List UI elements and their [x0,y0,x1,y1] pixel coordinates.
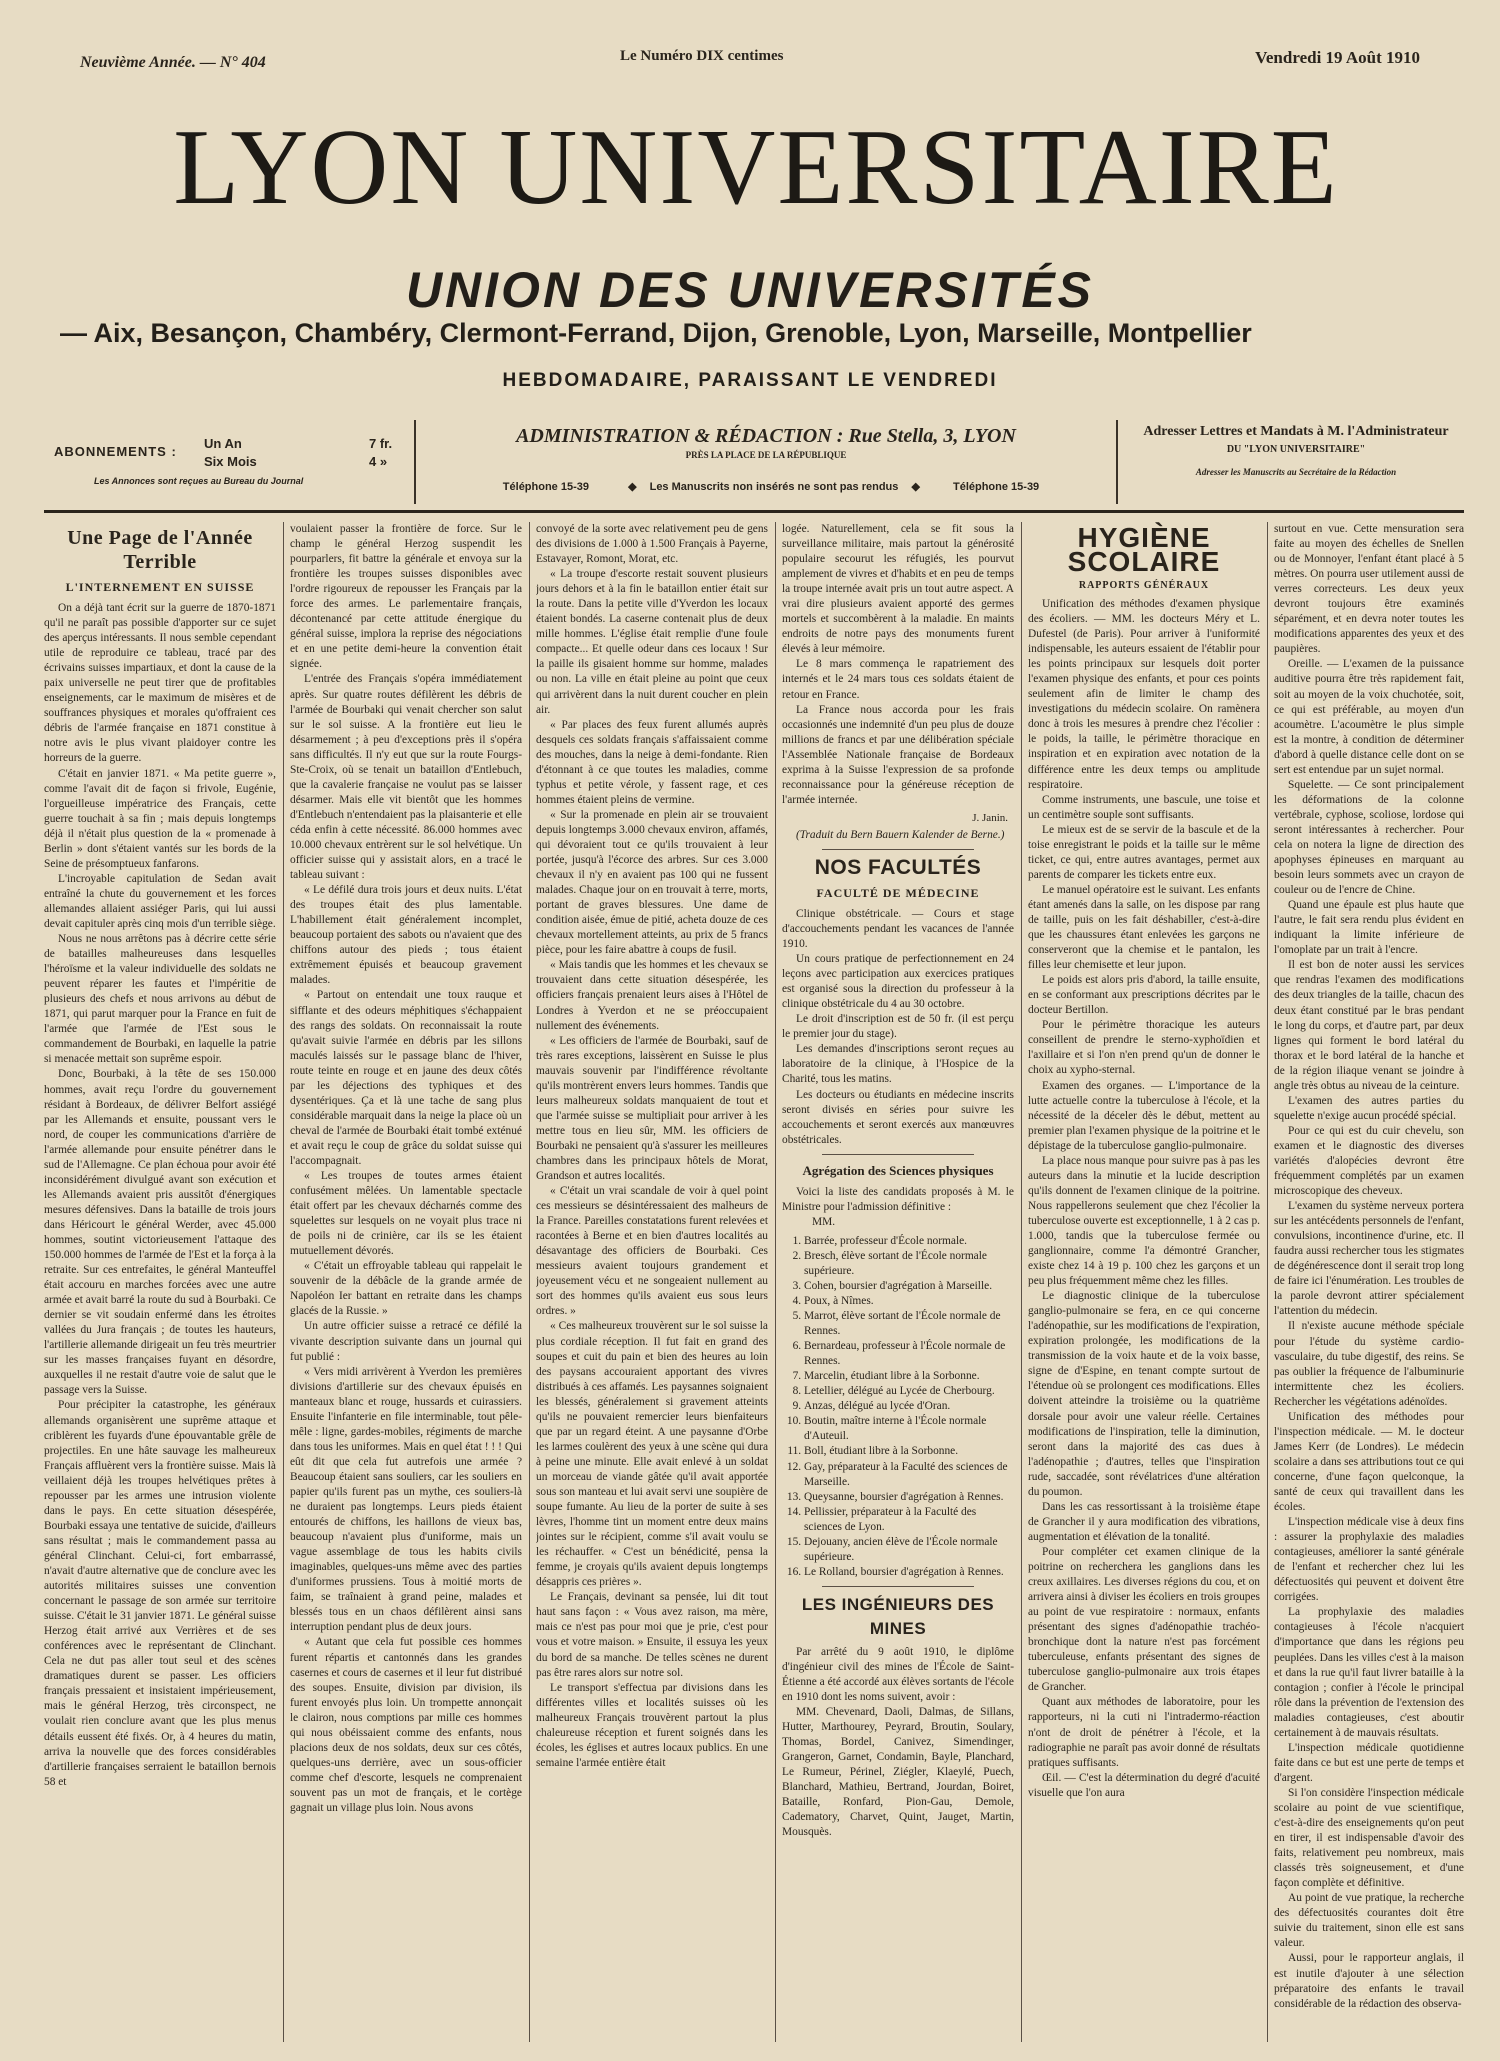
paragraph: Dans les cas ressortissant à la troisième étape de Grancher il y aura modification des vibrations, augmentation et élévation de la tonalité. [1028,1500,1260,1543]
paragraph: Unification des méthodes pour l'inspection médicale. — M. le docteur James Kerr (de Londres). Le médecin scolaire a dans ses attributions tout ce qui concerne, d'une façon quelconque, la santé de ceux qui travaillent dans les écoles. [1274,1410,1464,1514]
candidate-item: 6. Bernardeau, professeur à l'École normale de Rennes. [804,1339,1014,1369]
paragraph: Les demandes d'inscriptions seront reçues au laboratoire de la clinique, à l'Hospice de la Charité, tous les matins. [782,1043,1014,1086]
paragraph: Le diagnostic clinique de la tuberculose ganglio-pulmonaire se fera, en ce qui concerne l'adénopathie, sur les modifications de l'expiration, expiration prolongée, les modifications de la transmission de la voix haute et de la voix basse, signe de d'Espine, en tenant compte surtout de l'étendue où se prolongent ces modifications. Elles doivent atteindre la troisième ou la quatrième dorsale pour avoir une valeur réelle. Certaines modifications de l'inspiration, telle la diminution, seront dans la majorité des cas dues à l'adénopathie ; d'autres, telles que l'inspiration rude, saccadée, sont révélatrices d'une altération du poumon. [1028,1290,1260,1498]
paragraph: La prophylaxie des maladies contagieuses à l'école n'acquiert d'importance que dans les régions peu peuplées. Dans les villes c'est à la maison et dans la rue qu'il faut livrer bataille à la contagion ; confier à l'école le principal rôle dans la prévention de l'extension des maladies contagieuses, c'est aboutir certainement à de mauvais résultats. [1274,1606,1464,1739]
column-3 [536,522,768,2042]
article-columns [44,522,1464,2042]
paragraph: « Ces malheureux trouvèrent sur le sol suisse la plus cordiale réception. Il fut fait en grand des soupes et cuit du pain et bien des heures au loin des paysans accouraient apportant des vivres distribués à ces affamés. Les paysannes soignaient les blessés, généralement si gravement atteints qu'ils ne pouvaient remercier leurs bienfaiteurs que par un regard éteint. A une paysanne d'Orbe les larmes coulèrent des yeux à une scène qui dura à peine une minute. Elle avait enlevé à un soldat un morceau de viande gâtée qu'il avait apportée sous son manteau et lui avait servi une soupière de soupe fumante. Au lieu de la porter de suite à ses lèvres, l'homme tint un moment entre deux mains jointes sur le récipient, comme s'il avait voulu se les réchauffer. « C'est un bénédicité, pensa la femme, je croyais qu'ils avaient depuis longtemps désappris ces prières ». [536,1320,768,1589]
candidate-item: 4. Poux, à Nîmes. [804,1294,1014,1309]
paragraph: Le mieux est de se servir de la bascule et de la toise enregistrant le poids et la taille sur le même ticket, ce qui, entre autres avantages, permet aux parents de comparer les tickets entre eux. [1028,823,1260,881]
plan-one-year-price: 7 fr. [369,436,393,451]
candidate-item: 8. Letellier, délégué au Lycée de Cherbourg. [804,1384,1014,1399]
paragraph: Examen des organes. — L'importance de la lutte actuelle contre la tuberculose à l'école, et la nécessité de la déceler dès le début, mettent au premier plan l'examen physique de la poitrine et le dépistage de la tuberculose ganglio-pulmonaire. [1028,1079,1260,1152]
column-6 [1274,522,1464,2042]
section-divider [822,1586,974,1587]
candidate-item: 5. Marrot, élève sortant de l'École normale de Rennes. [804,1309,1014,1339]
paragraph: La place nous manque pour suivre pas à pas les auteurs dans la minutie et la lucide description qu'ils donnent de l'examen clinique de la poitrine. Nous rappellerons seulement que chez l'écolier la tuberculose ouverte est exceptionnelle, 1 à 2 cas p. 1.000, tandis que la tuberculose fermée ou ganglionnaire, comme l'a démontré Grancher, existe chez 14 à 19 p. 100 chez les garçons et un peu plus fréquemment même chez les filles. [1028,1154,1260,1288]
column-rule [529,522,530,2042]
address-title: Adresser Lettres et Mandats à M. l'Administrateur [1143,424,1449,439]
paragraph: Donc, Bourbaki, à la tête de ses 150.000 hommes, avait reçu l'ordre du gouvernement résidant à Bordeaux, de délivrer Belfort assiégé par les Allemands et ensuite, poussant vers le nord, de couper les communications d'arrière de l'armée allemande pour ensuite pénétrer dans le sud de l'Allemagne. Ce plan échoua pour avoir été inconsidérément divulgué avant son exécution et les Allemands avaient pris aussitôt d'énergiques mesures défensives. Dans la bataille de trois jours dans Héricourt le général Werder, avec 45.000 hommes, soutint victorieusement l'attaque des 150.000 hommes de l'armée de l'Est et la força à la retraite. Sur ces entrefaites, le général Manteuffel était accouru en marches forcées avec une autre armée et avait barré la route du sud à Bourbaki. Ce dernier se vit soudain enfermé dans les étroites vallées du Jura français ; de toutes les hauteurs, l'artillerie allemande dirigeait un feu très meurtrier sur les masses françaises fuyant en désordre, auxquelles il ne restait d'autre voie de salut que le passage vers la Suisse. [44,1068,276,1397]
phone-number-left: Téléphone 15-39 [502,481,589,493]
paragraph: Voici la liste des candidats proposés à M. le Ministre pour l'admission définitive : [782,1185,1014,1213]
paragraph: Si l'on considère l'inspection médicale scolaire au point de vue scientifique, c'est-à-dire des enseignements qu'on peut en tirer, il est indispensable d'avoir des faits, relativement peu nombreux, mais classés très soigneusement, et d'une façon complète et définitive. [1274,1786,1464,1890]
column-2 [290,522,522,2042]
paragraph: Quant aux méthodes de laboratoire, pour les rapporteurs, ni la cuti ni l'intradermo-réaction n'ont de droit de pénétrer à l'école, et la radiographie ne paraît pas avoir donné de résultats pratiques suffisants. [1028,1696,1260,1769]
section-subtitle: RAPPORTS GÉNÉRAUX [1078,580,1210,591]
candidate-item: 13. Queysanne, boursier d'agrégation à Rennes. [804,1490,1014,1505]
paragraph: On a déjà tant écrit sur la guerre de 1870-1871 qu'il ne paraît pas possible d'apporter sur ce sujet des aperçus intéressants. Il nous semble cependant utile de reproduire ce tableau, tracé par des écrivains suisses impartiaux, et dont la cause de la paix universelle ne peut tirer que de profitables enseignements, car le maximum de misères et de souffrances physiques et morales qu'offraient ces débris de l'armée française en 1871 constitue à notre avis le plus vivant plaidoyer contre les horreurs de la guerre. [44,602,276,765]
paragraph: L'examen des autres parties du squelette n'exige aucun procédé spécial. [1274,1094,1464,1122]
bullet-icon: ◆ [628,481,637,493]
paragraph: Le transport s'effectua par divisions dans les différentes villes et localités suisses où les malheureux Français trouvèrent partout la plus chaleureuse réception et furent soignés dans les écoles, les églises et autres locaux publics. En une semaine l'armée entière était [536,1681,768,1769]
paragraph: Unification des méthodes d'examen physique des écoliers. — MM. les docteurs Méry et L. Dufestel (de Paris). Pour arriver à l'uniformité indispensable, les auteurs essaient de l'établir pour les points principaux sur lesquels doit porter l'examen physique des enfants, et pour ces points seulement afin de limiter le champ des investigations du médecin scolaire. On ramènera donc à trois les mesures à prendre chez l'écolier : le poids, la taille, le périmètre thoracique en inspiration et en expiration avec notation de la différence entre les deux temps ou amplitude respiratoire. [1028,598,1260,791]
paragraph: L'examen du système nerveux portera sur les antécédents personnels de l'enfant, convulsions, incontinence d'urine, etc. Il faudra aussi rechercher tous les stigmates de dégénérescence dont il serait trop long de faire ici l'énumération. Les troubles de la parole devront attirer spécialement l'attention du médecin. [1274,1200,1464,1318]
paragraph: convoyé de la sorte avec relativement peu de gens des divisions de 1.000 à 1.500 Français à Payerne, Estavayer, Romont, Morat, etc. [536,523,768,566]
paragraph: Le droit d'inscription est de 50 fr. (il est perçu le premier jour du stage). [782,1013,1014,1041]
paragraph: La France nous accorda pour les frais occasionnés une indemnité d'un peu plus de douze millions de francs et par une délibération spéciale l'Assemblée Nationale française de Bordeaux exprima à la Suisse l'expression de sa profonde reconnaissance pour la généreuse réception de l'armée internée. [782,703,1014,806]
candidate-item: 12. Gay, préparateur à la Faculté des sciences de Marseille. [804,1460,1014,1490]
paragraph: Pour compléter cet examen clinique de la poitrine on recherchera les ganglions dans les creux axillaires. Les diverses régions du cou, et on arrivera ainsi à diviser les écoliers en trois groupes au point de vue respiratoire : normaux, enfants présentant des signes d'adénopathie trachéo-bronchique dont la nature n'est pas forcément tuberculeuse, enfants présentant des signes de tuberculose ganglio-pulmonaire aux trois étapes de Grancher. [1028,1545,1260,1694]
address-subtitle: DU "LYON UNIVERSITAIRE" [1226,444,1366,455]
paragraph: Un cours pratique de perfectionnement en 24 leçons avec participation aux exercices pratiques est organisé sous la direction du professeur à la clinique obstétricale du 4 au 30 octobre. [782,953,1014,1011]
paragraph: Le 8 mars commença le rapatriement des internés et le 24 mars tous ces soldats étaient de retour en France. [782,658,1014,701]
paragraph: logée. Naturellement, cela se fit sous la surveillance militaire, mais partout la générosité populaire secourut les réfugiés, les pourvut amplement de vivres et d'habits et en peu de temps la troupe internée avait pris un tout autre aspect. A vrai dire plusieurs avaient apporté des germes mortels et succombèrent à la maladie. En maints endroits de notre pays des monuments furent élevés à leur mémoire. [782,523,1014,656]
column-rule [775,522,776,2042]
candidate-item: 9. Anzas, délégué au lycée d'Oran. [804,1399,1014,1414]
paragraph: Il est bon de noter aussi les services que rendras l'examen des modifications des deux triangles de la taille, chacun des deux étant constitué par le bras pendant le long du corps, et d'autre part, par deux lignes qui forment le bord latéral du thorax et le bord latéral de la hanche et de la région iliaque venant se joindre à angle très obtus au niveau de la ceinture. [1274,959,1464,1092]
paragraph: Nous ne nous arrêtons pas à décrire cette série de batailles malheureuses dans lesquelles l'héroïsme et la valeur individuelle des soldats ne peuvent réparer les fautes et l'impéritie de plusieurs des chefs et nous arrivons au début de 1871, qui parut marquer pour la France en fuit de l'armée que l'armée de l'Est sous le commandement de Bourbaki, en laquelle la patrie si menacée mettait son suprême espoir. [44,933,276,1066]
column-rule [1021,522,1022,2042]
paragraph: L'inspection médicale quotidienne faite dans ce but est une perte de temps et d'argent. [1274,1741,1464,1784]
edition-number: Neuvième Année. — N° 404 [80,54,266,71]
paragraph: « Le défilé dura trois jours et deux nuits. L'état des troupes était des plus lamentable. L'habillement était généralement incomplet, beaucoup portaient des sabots ou n'avaient que des chiffons autour des pieds ; tous étaient extrêmement épuisés et beaucoup gravement malades. [290,884,522,987]
paragraph: Pour le périmètre thoracique les auteurs conseillent de prendre le sterno-xyphoïdien et l'axillaire et si l'on n'en prend qu'un de donner le choix au xypho-sternal. [1028,1019,1260,1077]
subscriptions-label: ABONNEMENTS : [54,444,177,459]
section-title-facultes: NOS FACULTÉS [814,855,982,879]
candidate-item: 14. Pellissier, préparateur à la Faculté des sciences de Lyon. [804,1505,1014,1535]
column-rule [283,522,284,2042]
paragraph: Comme instruments, une bascule, une toise et un centimètre souple sont suffisants. [1028,793,1260,821]
plan-six-months-price: 4 » [369,454,388,469]
section-title-agregation: Agrégation des Sciences physiques [802,1162,994,1178]
candidate-list [782,1234,1014,1580]
manuscripts-note: Les Manuscrits non insérés ne sont pas rendus [649,481,899,493]
paragraph: Oreille. — L'examen de la puissance auditive pourra être très rapidement fait, soit au moyen de la voix chuchotée, soit, ce qui est préférable, au moyen d'un acoumètre. L'acoumètre le plus simple est la montre, à condition de déterminer d'abord à quelle distance celle dont on se sert est entendue par un sujet normal. [1274,658,1464,776]
phone-number-right: Téléphone 15-39 [952,481,1040,493]
section-divider [822,1154,974,1155]
paragraph: C'était en janvier 1871. « Ma petite guerre », comme l'avait dit de façon si frivole, Eugénie, l'orgueilleuse impératrice des Français, cette guerre touchait à sa fin ; mais depuis longtemps déjà il n'était plus question de la « promenade à Berlin » dont s'étaient vantés sur les bords de la Seine de présomptueux fanfarons. [44,767,276,870]
paragraph: L'entrée des Français s'opéra immédiatement après. Sur quatre routes défilèrent les débris de l'armée de Bourbaki qui venait chercher son salut sur le sol suisse. A la frontière eut lieu le désarmement ; à peu d'exceptions près il s'opéra sans difficultés. Il n'y eut que sur la route Fourgs-Ste-Croix, où se tenait un bataillon d'Entlebuch, que la cavalerie française ne voulut pas se laisser désarmer. Mais elle vit bientôt que les hommes d'Entlebuch n'entendaient pas la plaisanterie et elle céda enfin à cette nécessité. 86.000 hommes avec 10.000 chevaux entrèrent sur le sol helvétique. Un officier suisse qui y assistait alors, en a tracé le tableau suivant : [290,673,522,882]
article-source: (Traduit du Bern Bauern Kalender de Berne.) [796,828,1005,841]
paragraph: Pour ce qui est du cuir chevelu, son examen et le diagnostic des diverses variétés d'alopécies devront être fréquemment complétés par un examen microscopique des cheveux. [1274,1124,1464,1198]
paragraph: « Partout on entendait une toux rauque et sifflante et des odeurs méphitiques s'échappaient des rangs des soldats. On reconnaissait la route qu'avait suivie l'armée en débris par les sillons maculés laissés sur le passage blanc de l'hiver, route teinte en rouge et en jaune des deux côtés par les déjections des typhiques et des dysentériques. Ça et là une tache de sang plus considérable marquait dans la neige la place où un cheval de l'armée de Bourbaki était tombé exténué et avait reçu le coup de grâce du soldat suisse qui l'accompagnait. [290,989,522,1167]
paragraph: Œil. — C'est la détermination du degré d'acuité visuelle que l'on aura [1028,1771,1260,1799]
paragraph: « Les troupes de toutes armes étaient confusément mêlées. Un lamentable spectacle était offert par les chevaux décharnés comme des squelettes sur lesquels on ne voyait plus trace ni de poils ni de crinière, car ils se les étaient mutuellement dévorés. [290,1170,522,1258]
address-box [1126,424,1466,477]
candidate-item: 1. Barrée, professeur d'École normale. [804,1234,1014,1249]
paragraph: MM. Chevenard, Daoli, Dalmas, de Sillans, Hutter, Marthourey, Peyrard, Broutin, Soulary, Thomas, Bordel, Canivez, Simendinger, Grangeron, Garnet, Condamin, Bayle, Planchard, Le Rumeur, Périnel, Ziégler, Klaeylé, Puech, Blanchard, Mathieu, Bertrand, Jourdan, Boiret, Bataille, Ronfard, Pion-Gau, Demole, Cadematory, Charvet, Quint, Jauget, Martin, Mousquès. [782,1706,1014,1839]
paragraph: « Mais tandis que les hommes et les chevaux se trouvaient dans cette situation désespérée, les officiers français prenaient leurs aises à l'Hôtel de Londres à Yverdon et ne se préoccupaient nullement des événements. [536,959,768,1032]
bullet-icon: ◆ [911,481,920,493]
paragraph: Par arrêté du 9 août 1910, le diplôme d'ingénieur civil des mines de l'École de Saint-Étienne a été accordé aux élèves sortants de l'école en 1910 dont les noms suivent, avoir : [782,1645,1014,1704]
administration-title: ADMINISTRATION & RÉDACTION : Rue Stella, 3, LYON [516,425,1016,447]
paragraph: Il n'existe aucune méthode spéciale pour l'étude du système cardio-vasculaire, du tube digestif, des reins. Se pas oublier la fréquence de l'albuminurie intermittente chez les écoliers. Rechercher les végétations adénoïdes. [1274,1320,1464,1408]
section-divider [822,849,974,850]
candidate-item: 2. Bresch, élève sortant de l'École normale supérieure. [804,1249,1014,1279]
subscriptions-box [54,436,414,496]
admin-bar [46,416,1466,508]
column-4 [782,522,1014,2042]
paragraph: Aussi, pour le rapporteur anglais, il est inutile d'ajouter à une sélection préparatoire des enfants le travail considérable de la rédaction des observa- [1274,1952,1464,2010]
candidate-item: 3. Cohen, boursier d'agrégation à Marseille. [804,1279,1014,1294]
article-signature: J. Janin. [972,811,1008,824]
section-title-hygiene: HYGIÈNE SCOLAIRE [1067,522,1221,577]
ads-note: Les Annonces sont reçues au Bureau du Journal [94,476,304,486]
plan-six-months: Six Mois [204,454,257,469]
candidate-item: 11. Boll, étudiant libre à la Sorbonne. [804,1444,1014,1459]
candidate-item: 16. Le Rolland, boursier d'agrégation à Rennes. [804,1565,1014,1580]
paragraph: Un autre officier suisse a retracé ce défilé la vivante description suivante dans un journal qui fut publié : [290,1320,522,1363]
paragraph: Squelette. — Ce sont principalement les déformations de la colonne vertébrale, cyphose, scoliose, lordose qui seront intéressantes à rechercher. Pour cela on notera la ligne de direction des apophyses épineuses en marquant au besoin leurs sommets avec un crayon de couleur ou de l'encre de Chine. [1274,778,1464,897]
paragraph: voulaient passer la frontière de force. Sur le champ le général Herzog suspendit les pourparlers, fit battre la générale et envoya sur la frontière les troupes suisses disponibles avec l'ordre rigoureux de repousser les Français par la force des armes. Le parlementaire français, décontenancé par cette attitude énergique du général suisse, implora la reprise des négociations et en une petite demi-heure la convention était signée. [290,523,522,671]
paragraph: Au point de vue pratique, la recherche des défectuosités courantes doit être suivie du traitement, sinon elle est sans valeur. [1274,1892,1464,1950]
paragraph: Les docteurs ou étudiants en médecine inscrits seront divisés en séries pour suivre les accouchements et seront exercés aux manœuvres obstétricales. [782,1088,1014,1146]
top-line [80,48,1420,76]
masthead-subtitle: UNION DES UNIVERSITÉS [405,262,1095,318]
administration-subtitle: PRÈS LA PLACE DE LA RÉPUBLIQUE [685,450,847,460]
paragraph: Le Français, devinant sa pensée, lui dit tout haut sans façon : « Vous avez raison, ma mère, mais ce n'est pas pour moi que je prie, c'est pour vous et votre maison. » Ensuite, il essuya les yeux du bord de sa manche. De telles scènes ne durent pas être rares alors sur notre sol. [536,1591,768,1679]
paragraph: Quand une épaule est plus haute que l'autre, le fait sera rendu plus évident en indiquant la limite inférieure de l'omoplate par un trait à l'encre. [1274,899,1464,957]
masthead-title: LYON UNIVERSITAIRE [173,108,1339,227]
paragraph: « Par places des feux furent allumés auprès desquels ces soldats français s'affaissaient comme des mouches, dans la neige à demi-fondante. Rien d'étonnant à ce que toutes les maladies, comme typhus et petite vérole, y fassent rage, et ces hommes étaient pleins de vermine. [536,718,768,806]
paragraph: L'incroyable capitulation de Sedan avait entraîné la chute du gouvernement et les forces allemandes allaient assiéger Paris, qui lui aussi devait capituler après cinq mois d'un terrible siège. [44,872,276,930]
member-cities: — Aix, Besançon, Chambéry, Clermont-Ferrand, Dijon, Grenoble, Lyon, Marseille, Montpellier [60,318,1252,348]
header-rule [44,510,1464,513]
paragraph: Le poids est alors pris d'abord, la taille ensuite, en se conformant aux prescriptions décrites par le docteur Bertillon. [1028,974,1260,1017]
paragraph: MM. [812,1215,836,1228]
candidate-item: 15. Dejouany, ancien élève de l'École normale supérieure. [804,1535,1014,1565]
section-subtitle: FACULTÉ DE MÉDECINE [816,885,980,900]
plan-one-year: Un An [204,436,242,451]
column-5 [1028,522,1260,2042]
paragraph: Clinique obstétricale. — Cours et stage d'accouchements pendant les vacances de l'année 1910. [782,907,1014,951]
paragraph: Le manuel opératoire est le suivant. Les enfants étant amenés dans la salle, on les dispose par rang de taille, puis on les fait déshabiller, c'est-à-dire que les chaussures étant enlevées les garçons ne conserveront que la chemise et le pantalon, les filles leur chemisette et leur jupon. [1028,883,1260,972]
paragraph: « Autant que cela fut possible ces hommes furent répartis et cantonnés dans les grandes casernes et cours de casernes et il leur fut distribué des soupes. Ensuite, division par division, ils furent envoyés plus loin. Un trompette annonçait le clairon, nous comptions par mille ces hommes qui nous obéissaient comme des enfants, nous placions deux de nos soldats, deux sur ces côtés, quelques-uns derrière, avec un sous-officier comme chef d'escorte, lesquels ne comprenaient souvent pas un mot de français, et le cortège gagnait un village plus loin. Nous avons [290,1636,522,1814]
paragraph: « C'était un effroyable tableau qui rappelait le souvenir de la débâcle de la grande armée de Napoléon Ier battant en retraite dans les champs glacés de la Russie. » [290,1260,522,1318]
issue-price: Le Numéro DIX centimes [620,48,784,64]
section-title-mines: LES INGÉNIEURS DES MINES [801,1594,995,1638]
column-1 [44,522,276,2042]
divider [1116,420,1118,504]
candidate-item: 7. Marcelin, étudiant libre à la Sorbonne. [804,1369,1014,1384]
divider [414,420,416,504]
paragraph: « Les officiers de l'armée de Bourbaki, sauf de très rares exceptions, laissèrent en Suisse le plus mauvais souvenir par l'indifférence révoltante qu'ils montrèrent envers leurs hommes. Tandis que leurs malheureux soldats manquaient de tout et que l'armée suisse se multipliait pour arriver à les mettre tous en lieu sûr, MM. les officiers de Bourbaki ne pensaient qu'à s'assurer les meilleures chambres dans les principaux hôtels de Morat, Grandson et autres localités. [536,1034,768,1183]
paragraph: « La troupe d'escorte restait souvent plusieurs jours dehors et à la fin le bataillon entier était sur la route. Dans la petite ville d'Yverdon les locaux étaient bondés. La caserne contenait plus de deux mille hommes. L'église était remplie d'une foule compacte... Et quelle odeur dans ces locaux ! Sur la paille ils gisaient homme sur homme, malades ou non. La ville en était pleine au point que ceux qui arrivèrent dans la nuit durent coucher en plein air. [536,568,768,716]
issue-date: Vendredi 19 Août 1910 [1255,48,1420,67]
address-note: Adresser les Manuscrits au Secrétaire de la Rédaction [1195,467,1397,477]
article-subtitle: L'INTERNEMENT EN SUISSE [65,580,255,594]
frequency-line: HEBDOMADAIRE, PARAISSANT LE VENDREDI [502,370,998,391]
administration-box [426,424,1106,493]
paragraph: L'inspection médicale vise à deux fins : assurer la prophylaxie des maladies contagieuses, améliorer la santé générale de l'enfant et rechercher chez lui les défectuosités qui peuvent et doivent être corrigées. [1274,1516,1464,1604]
paragraph: Pour précipiter la catastrophe, les généraux allemands organisèrent une suprême attaque et criblèrent les fuyards d'une épouvantable grêle de projectiles. En une hâte sauvage les malheureux Français affluèrent vers la frontière suisse. Mais là veillaient déjà les troupes helvétiques prêtes à repousser par les armes une intrusion violente dans le pays. En cette situation désespérée, Bourbaki essaya une tentative de suicide, d'ailleurs sans résultat ; mais le commandement passa au général Clinchant. Celui-ci, fort embarrassé, n'avait d'autre alternative que de conclure avec les autorités militaires suisses une convention concernant le passage de son armée sur territoire suisse. C'était le 31 janvier 1871. Le général suisse Herzog était arrivé aux Verrières et de ses conférences avec le représentant de Clinchant. Cela ne dut pas aller tout seul et des scènes dramatiques durent se passer. Les officiers français pressaient et insistaient impérieusement, mais le général Herzog, très circonspect, ne voulait rien conclure avant que les plus menus détails eussent été fixés. Or, à 4 heures du matin, arriva la nouvelle que des forces considérables d'artillerie françaises serraient le bataillon bernois 58 et [44,1399,276,1788]
paragraph: « Vers midi arrivèrent à Yverdon les premières divisions d'artillerie sur des chevaux épuisés en manteaux blanc et rouge, hussards et cuirassiers. Ensuite l'infanterie en file interminable, tout pêle-mêle : ligne, gardes-mobiles, régiments de marche dans tous les uniformes. Mais en quel état ! ! ! Qui eût dit que cela fut autrefois une armée ? Beaucoup étaient sans souliers, car les souliers en papier qu'ils furent pas un mythe, ces souliers-là ne duraient pas longtemps. Leurs pieds étaient entourés de chiffons, les haillons de vieux bas, beaucoup n'avaient plus d'uniforme, mais un vague assemblage de tous les habits civils imaginables, quelques-uns même avec des parties d'uniformes prussiens. Tous à moitié morts de faim, se traînaient à grand peine, malades et blessés tous en un chaos défilèrent ainsi sans interruption pendant plus de deux jours. [290,1365,522,1634]
paragraph: « Sur la promenade en plein air se trouvaient depuis longtemps 3.000 chevaux environ, affamés, qui dévoraient tout ce qu'ils trouvaient à leur portée, jusqu'à l'écorce des arbres. Sur ces 3.000 chevaux il n'y en avaient pas 100 qui ne fussent malades. Chaque jour on en trouvait à terre, morts, portant de graves blessures. Une dame de condition aisée, émue de pitié, acheta douze de ces chevaux mortellement atteints, au prix de 5 francs pièce, pour les faire abattre à coups de fusil. [536,808,768,957]
paragraph: « C'était un vrai scandale de voir à quel point ces messieurs se désintéressaient des malheurs de la France. Pareilles constatations furent relevées et racontées à Berne et en bien d'autres localités au désavantage des officiers de Bourbaki. Ces messieurs avaient toujours grandement et joyeusement vécu et ne songeaient nullement au sort des hommes qu'ils avaient eus sous leurs ordres. » [536,1185,768,1318]
paragraph: surtout en vue. Cette mensuration sera faite au moyen des échelles de Snellen ou de Monnoyer, l'enfant étant placé à 5 mètres. On pourra user utilement aussi de verres correcteurs. Les deux yeux devront toujours être examinés séparément, et en devra noter toutes les modifications apparentes des yeux et des paupières. [1274,523,1464,656]
administration-bottom-line [426,480,1106,493]
article-title: Une Page de l'Année Terrible [67,527,253,573]
column-rule [1267,522,1268,2042]
candidate-item: 10. Boutin, maître interne à l'École normale d'Auteuil. [804,1414,1014,1444]
